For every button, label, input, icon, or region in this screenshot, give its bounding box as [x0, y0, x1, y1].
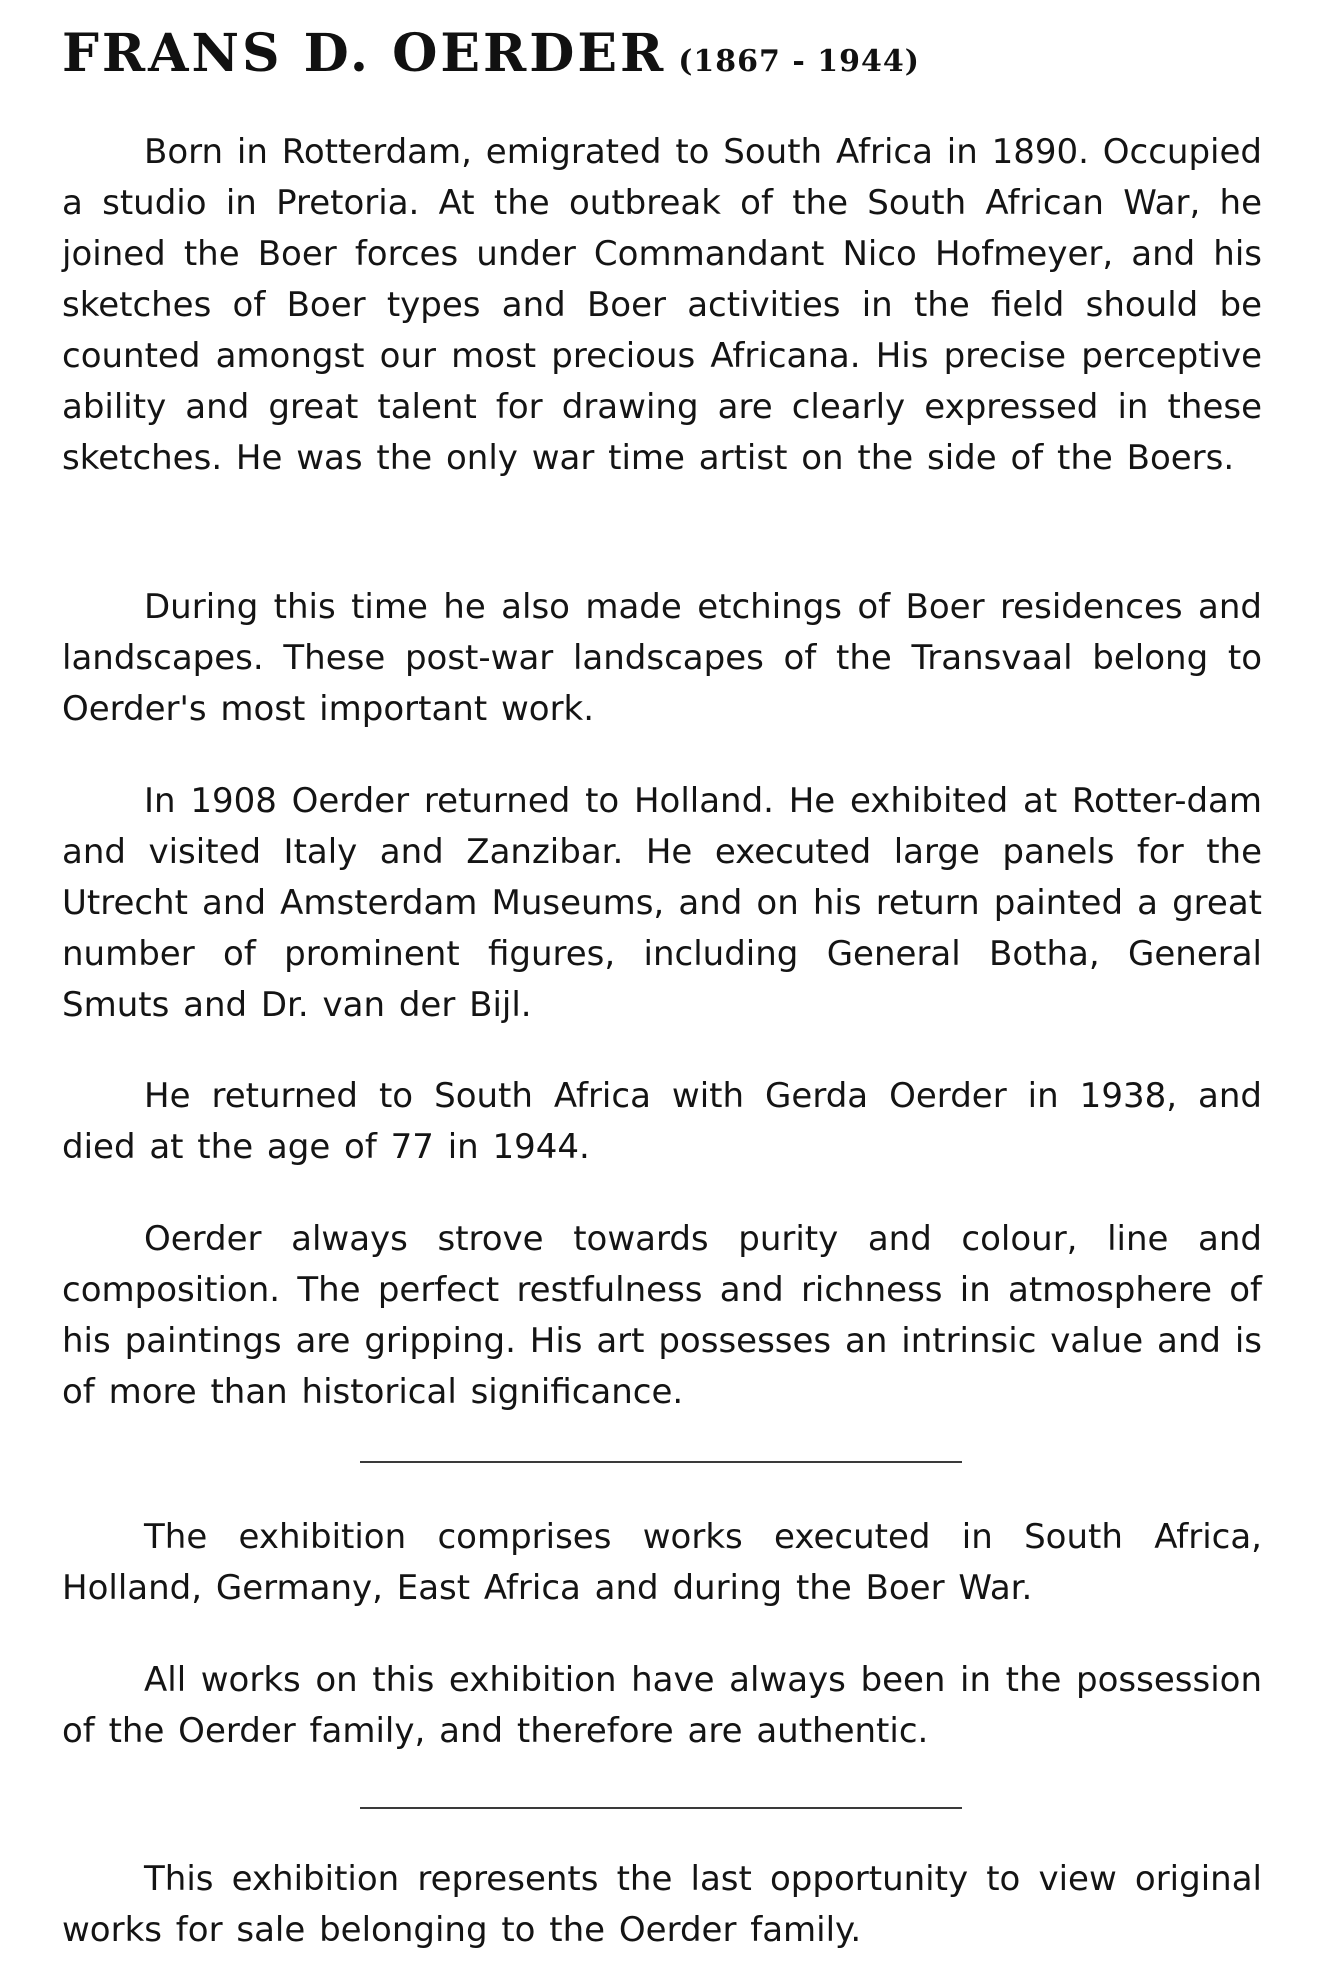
- biography-paragraph: He returned to South Africa with Gerda Oerder in 1938, and died at the age of 77 in 1944.: [62, 1076, 1262, 1167]
- exhibition-note: All works on this exhibition have always been in the possession of the Oerder family, and therefore are authentic.: [62, 1660, 1262, 1751]
- biography-paragraph: In 1908 Oerder returned to Holland. He exhibited at Rotter-dam and visited Italy and Zanzibar. He executed large panels for the Utrecht and Amsterdam Museums, and on his return painted a great number of prominent figures, including General Botha, General Smuts and Dr. van der Bijl.: [62, 781, 1262, 1025]
- biography-paragraph: Oerder always strove towards purity and colour, line and composition. The perfect restfulness and richness in atmosphere of his paintings are gripping. His art possesses an intrinsic value and is of more than historical significance.: [62, 1219, 1262, 1412]
- section-divider: [360, 1807, 962, 1809]
- biography-paragraph: Born in Rotterdam, emigrated to South Africa in 1890. Occupied a studio in Pretoria. At the outbreak of the South African War, he joined the Boer forces under Commandant Nico Hofmeyer, and his sketches of Boer types and Boer activities in the field should be counted amongst our most precious Africana. His precise perceptive ability and great talent for drawing are clearly expressed in these sketches. He was the only war time artist on the side of the Boers.: [62, 132, 1262, 478]
- artist-life-years: (1867 - 1944): [678, 44, 920, 79]
- biography-paragraph: During this time he also made etchings of Boer residences and landscapes. These post-war landscapes of the Transvaal belong to Oerder's most important work.: [62, 587, 1262, 729]
- page-title: [62, 23, 1262, 84]
- exhibition-note: The exhibition comprises works executed in South Africa, Holland, Germany, East Africa and during the Boer War.: [62, 1517, 1262, 1608]
- section-divider: [360, 1461, 962, 1463]
- closing-note: This exhibition represents the last opportunity to view original works for sale belonging to the Oerder family.: [62, 1859, 1262, 1950]
- artist-name: FRANS D. OERDER: [62, 23, 667, 84]
